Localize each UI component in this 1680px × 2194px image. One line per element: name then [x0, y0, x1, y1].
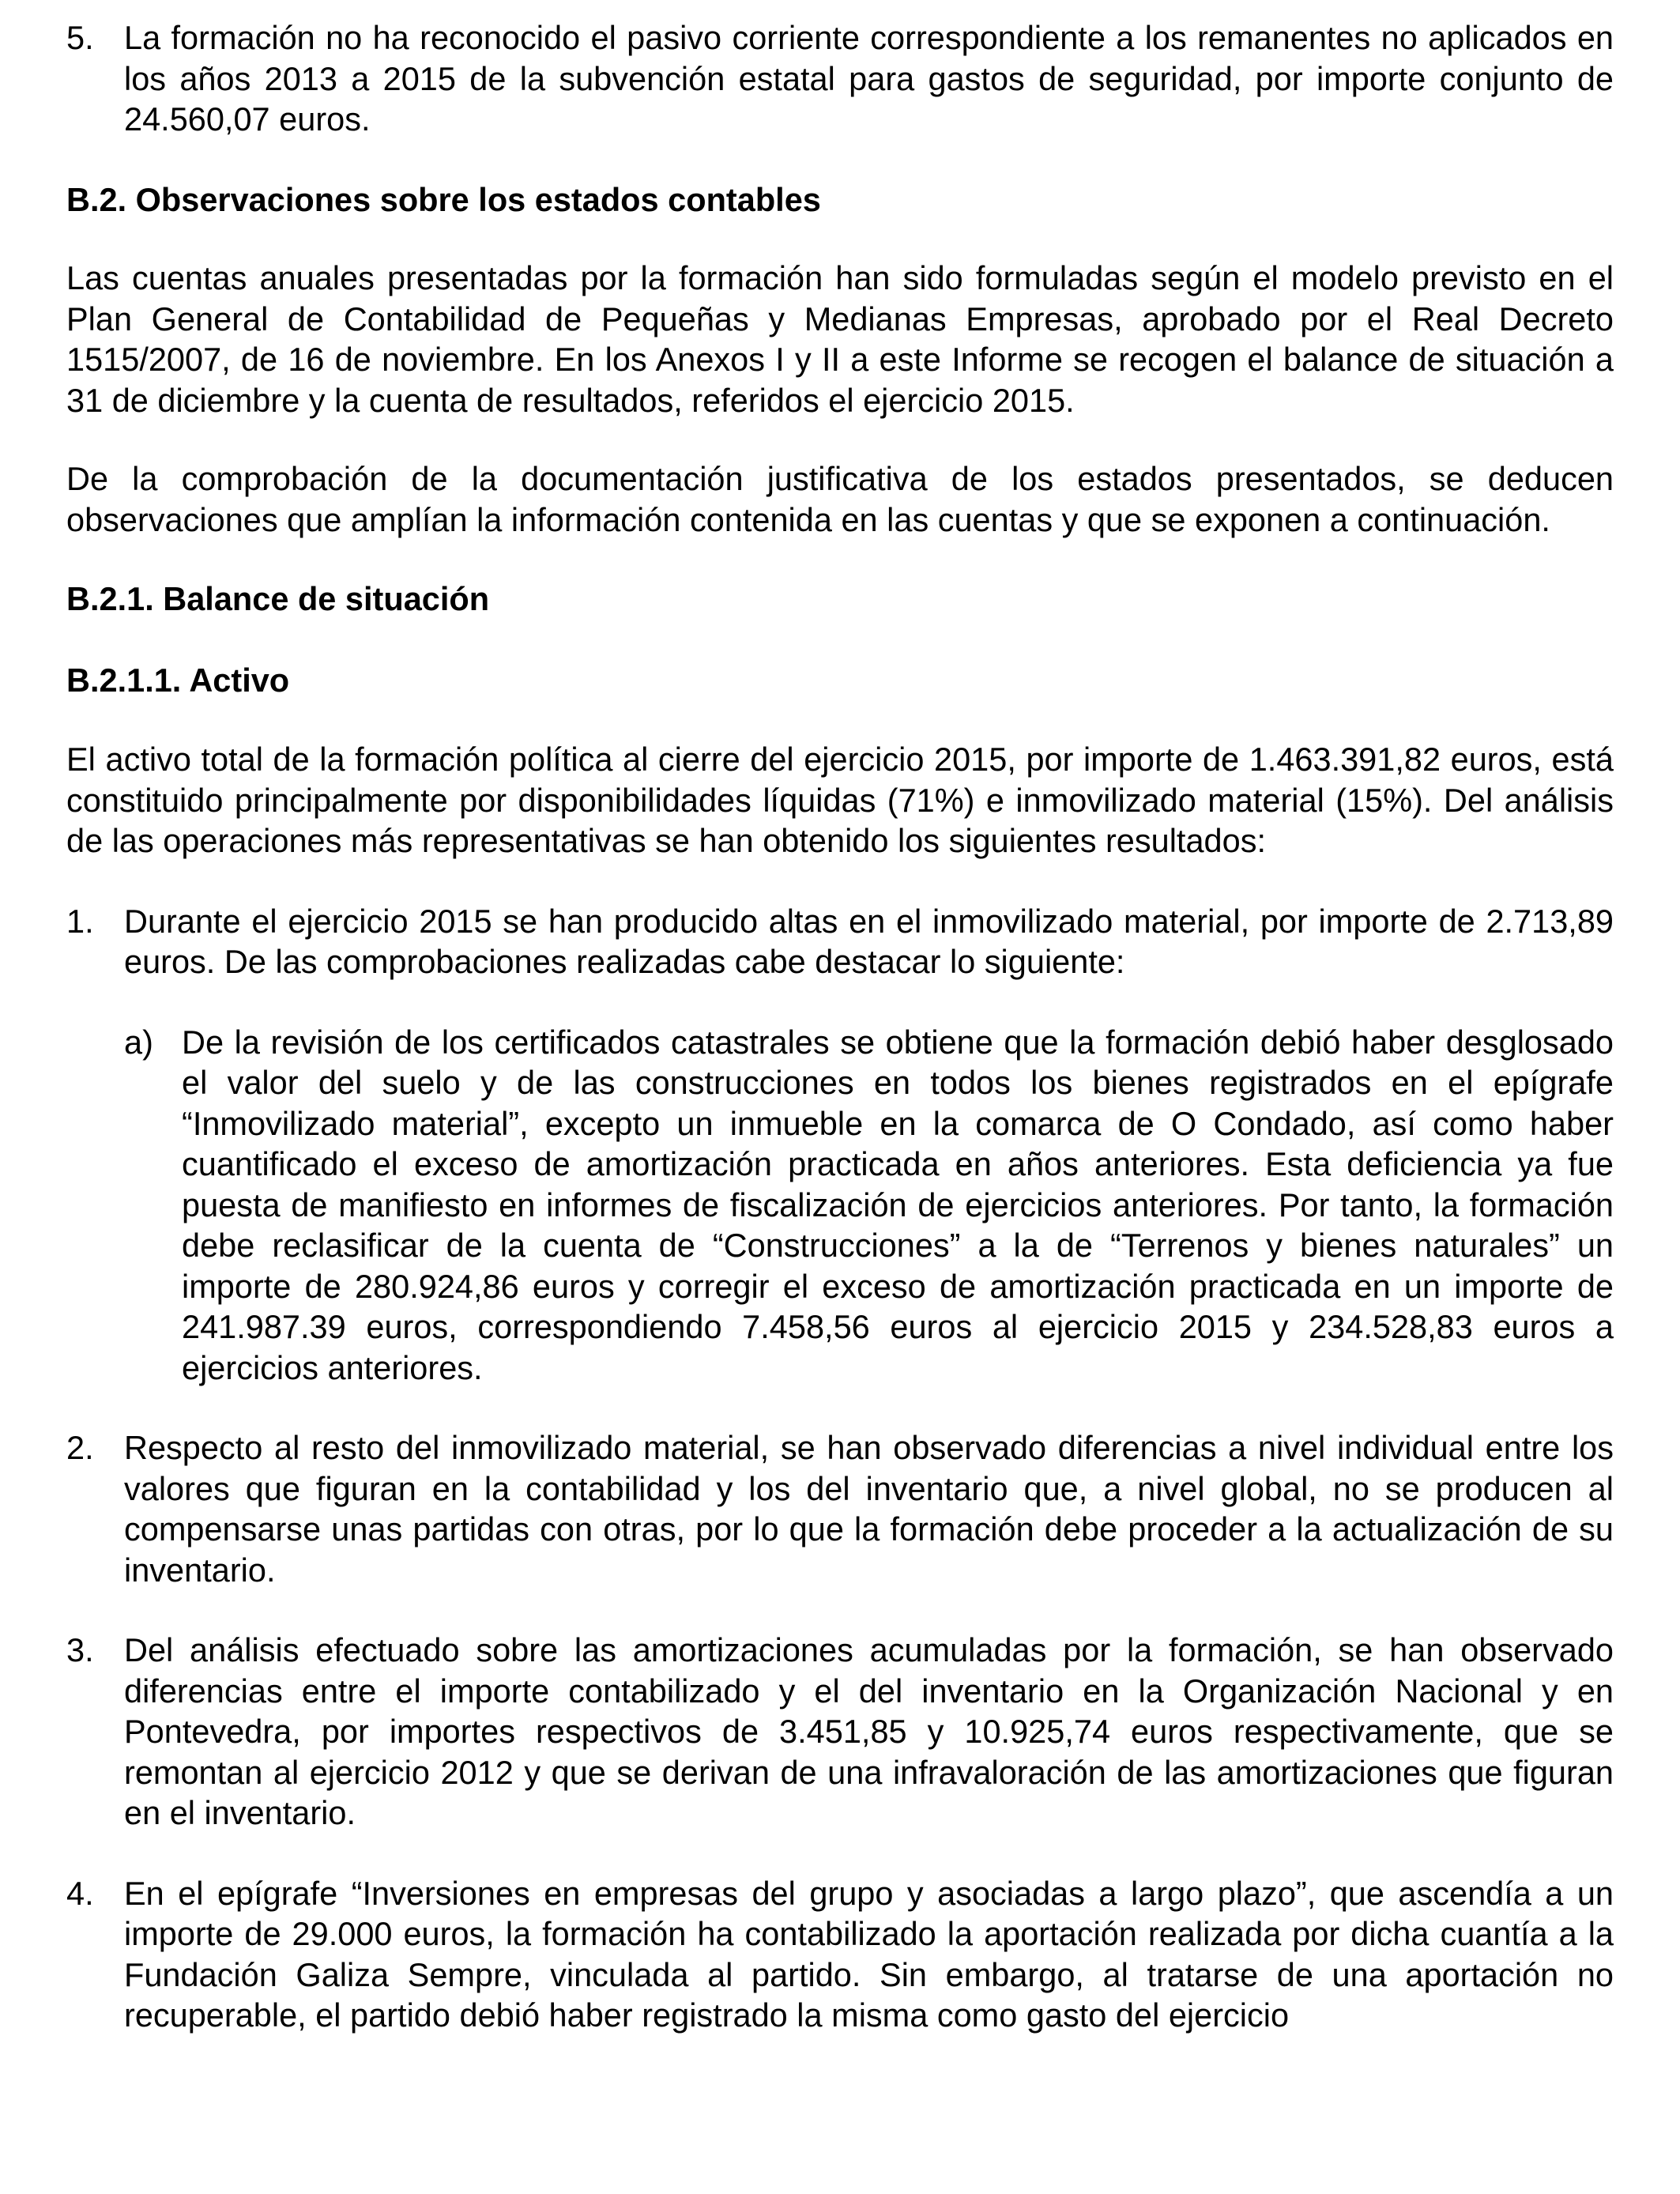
paragraph-comprobacion: De la comprobación de la documentación justificativa de los estados presentados, se deducen observaciones que amplían la información contenida en las cuentas y que se exponen a continuación. [66, 460, 1614, 538]
list-subitem-a [124, 1022, 1614, 1389]
document-page [66, 17, 1614, 2036]
paragraph-cuentas-anuales: Las cuentas anuales presentadas por la formación han sido formuladas según el modelo previsto en el Plan General de Contabilidad de Pequeñas y Medianas Empresas, aprobado por el Real Decreto 1515/2007, de 16 de noviembre. En los Anexos I y II a este Informe se recogen el balance de situación a 31 de diciembre y la cuenta de resultados, referidos el ejercicio 2015. [66, 259, 1614, 419]
list-item-text: Durante el ejercicio 2015 se han producido altas en el inmovilizado material, por importe de 2.713,89 euros. De las comprobaciones realizadas cabe destacar lo siguiente: [124, 902, 1614, 980]
section-heading-b2: B.2. Observaciones sobre los estados contables [66, 180, 821, 218]
list-item-text: Del análisis efectuado sobre las amortizaciones acumuladas por la formación, se han observado diferencias entre el importe contabilizado y el del inventario en la Organización Nacional y en Pontevedra, por importes respectivos de 3.451,85 y 10.925,74 euros respectivamente, que se remontan al ejercicio 2012 y que se derivan de una infravaloración de las amortizaciones que figuran en el inventario. [124, 1631, 1614, 1831]
list-item-3 [66, 1630, 1614, 1834]
list-item-2 [66, 1427, 1614, 1590]
list-item-1 [66, 901, 1614, 982]
list-item-number: 3. [66, 1631, 94, 1668]
list-item-number: 2. [66, 1429, 94, 1466]
list-item-number: 1. [66, 902, 94, 940]
list-item-number: 5. [66, 19, 94, 56]
section-heading-b211: B.2.1.1. Activo [66, 661, 290, 699]
list-item-4 [66, 1873, 1614, 2036]
list-item-text: La formación no ha reconocido el pasivo corriente correspondiente a los remanentes no aplicados en los años 2013 a 2015 de la subvención estatal para gastos de seguridad, por importe conjunto de 24.560,07 euros. [124, 19, 1614, 138]
list-item-text: En el epígrafe “Inversiones en empresas del grupo y asociadas a largo plazo”, que ascendía a un importe de 29.000 euros, la formación ha contabilizado la aportación realizada por dicha cuantía a la Fundación Galiza Sempre, vinculada al partido. Sin embargo, al tratarse de una aportación no recuperable, el partido debió haber registrado la misma como gasto del ejercicio [124, 1874, 1614, 2034]
list-subitem-letter: a) [124, 1023, 153, 1061]
list-subitem-text: De la revisión de los certificados catastrales se obtiene que la formación debió haber desglosado el valor del suelo y de las construcciones en todos los bienes registrados en el epígrafe “Inmovilizado material”, excepto un inmueble en la comarca de O Condado, así como haber cuantificado el exceso de amortización practicada en años anteriores. Esta deficiencia ya fue puesta de manifiesto en informes de fiscalización de ejercicios anteriores. Por tanto, la formación debe reclasificar de la cuenta de “Construcciones” a la de “Terrenos y bienes naturales” un importe de 280.924,86 euros y corregir el exceso de amortización practicada en un importe de 241.987.39 euros, correspondiendo 7.458,56 euros al ejercicio 2015 y 234.528,83 euros a ejercicios anteriores. [182, 1023, 1614, 1386]
list-item-number: 4. [66, 1874, 94, 1912]
section-heading-b21: B.2.1. Balance de situación [66, 580, 490, 617]
paragraph-activo-total: El activo total de la formación política al cierre del ejercicio 2015, por importe de 1.463.391,82 euros, está constituido principalmente por disponibilidades líquidas (71%) e inmovilizado material (15%). Del análisis de las operaciones más representativas se han obtenido los siguientes resultados: [66, 741, 1614, 859]
list-item-text: Respecto al resto del inmovilizado material, se han observado diferencias a nivel individual entre los valores que figuran en la contabilidad y los del inventario que, a nivel global, no se producen al compensarse unas partidas con otras, por lo que la formación debe proceder a la actualización de su inventario. [124, 1429, 1614, 1589]
list-item-5 [66, 17, 1614, 140]
